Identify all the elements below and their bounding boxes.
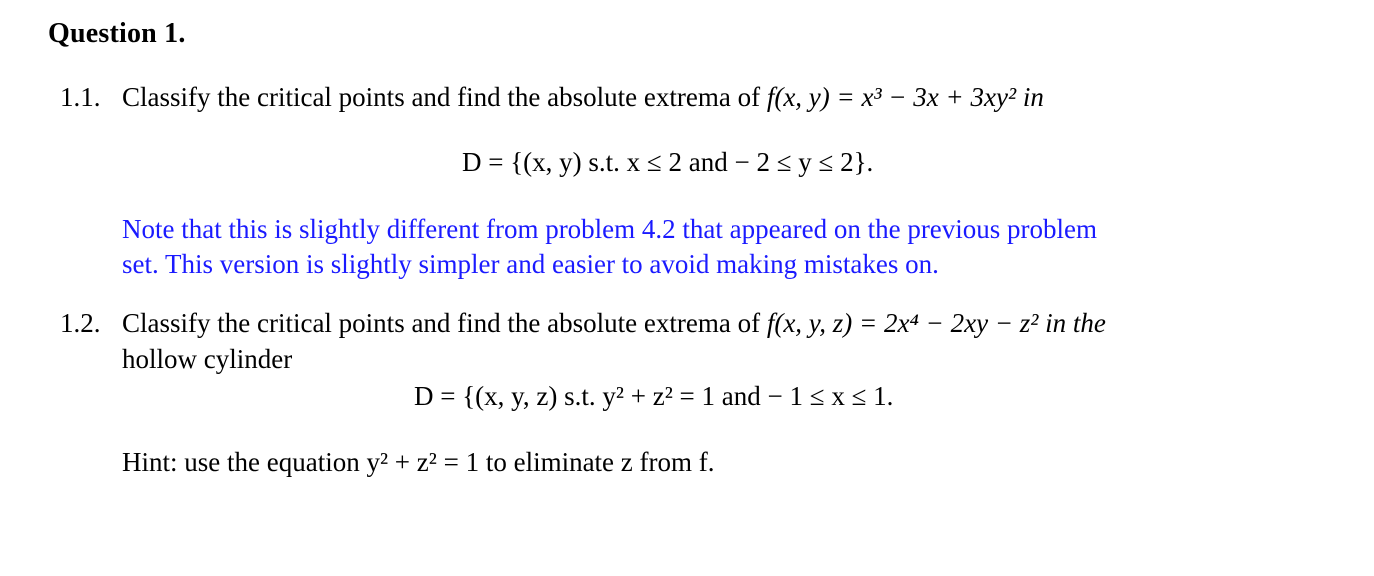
q1-number: 1.1. [60,82,101,112]
q2-hint: Hint: use the equation y² + z² = 1 to eliminate z from f. [122,447,715,477]
q1-statement [122,80,1044,114]
q2-function: f(x, y, z) = 2x⁴ − 2xy − z² in the [766,308,1106,338]
question-heading: Question 1. [48,18,186,49]
q1-function: f(x, y) = x³ − 3x + 3xy² in [766,82,1044,112]
q2-number: 1.2. [60,308,101,338]
q2-statement-cont: hollow cylinder [122,344,293,374]
q2-statement-prefix: Classify the critical points and find the absolute extrema of [122,308,761,338]
q1-statement-prefix: Classify the critical points and find the absolute extrema of [122,82,761,112]
q2-domain: D = {(x, y, z) s.t. y² + z² = 1 and − 1 ≤ x ≤ 1. [414,381,894,411]
q1-note-line2: set. This version is slightly simpler and easier to avoid making mistakes on. [122,249,939,279]
q1-note-line1: Note that this is slightly different from problem 4.2 that appeared on the previous problem [122,214,1098,244]
q1-domain: D = {(x, y) s.t. x ≤ 2 and − 2 ≤ y ≤ 2}. [462,147,874,177]
q2-statement [122,306,1106,340]
